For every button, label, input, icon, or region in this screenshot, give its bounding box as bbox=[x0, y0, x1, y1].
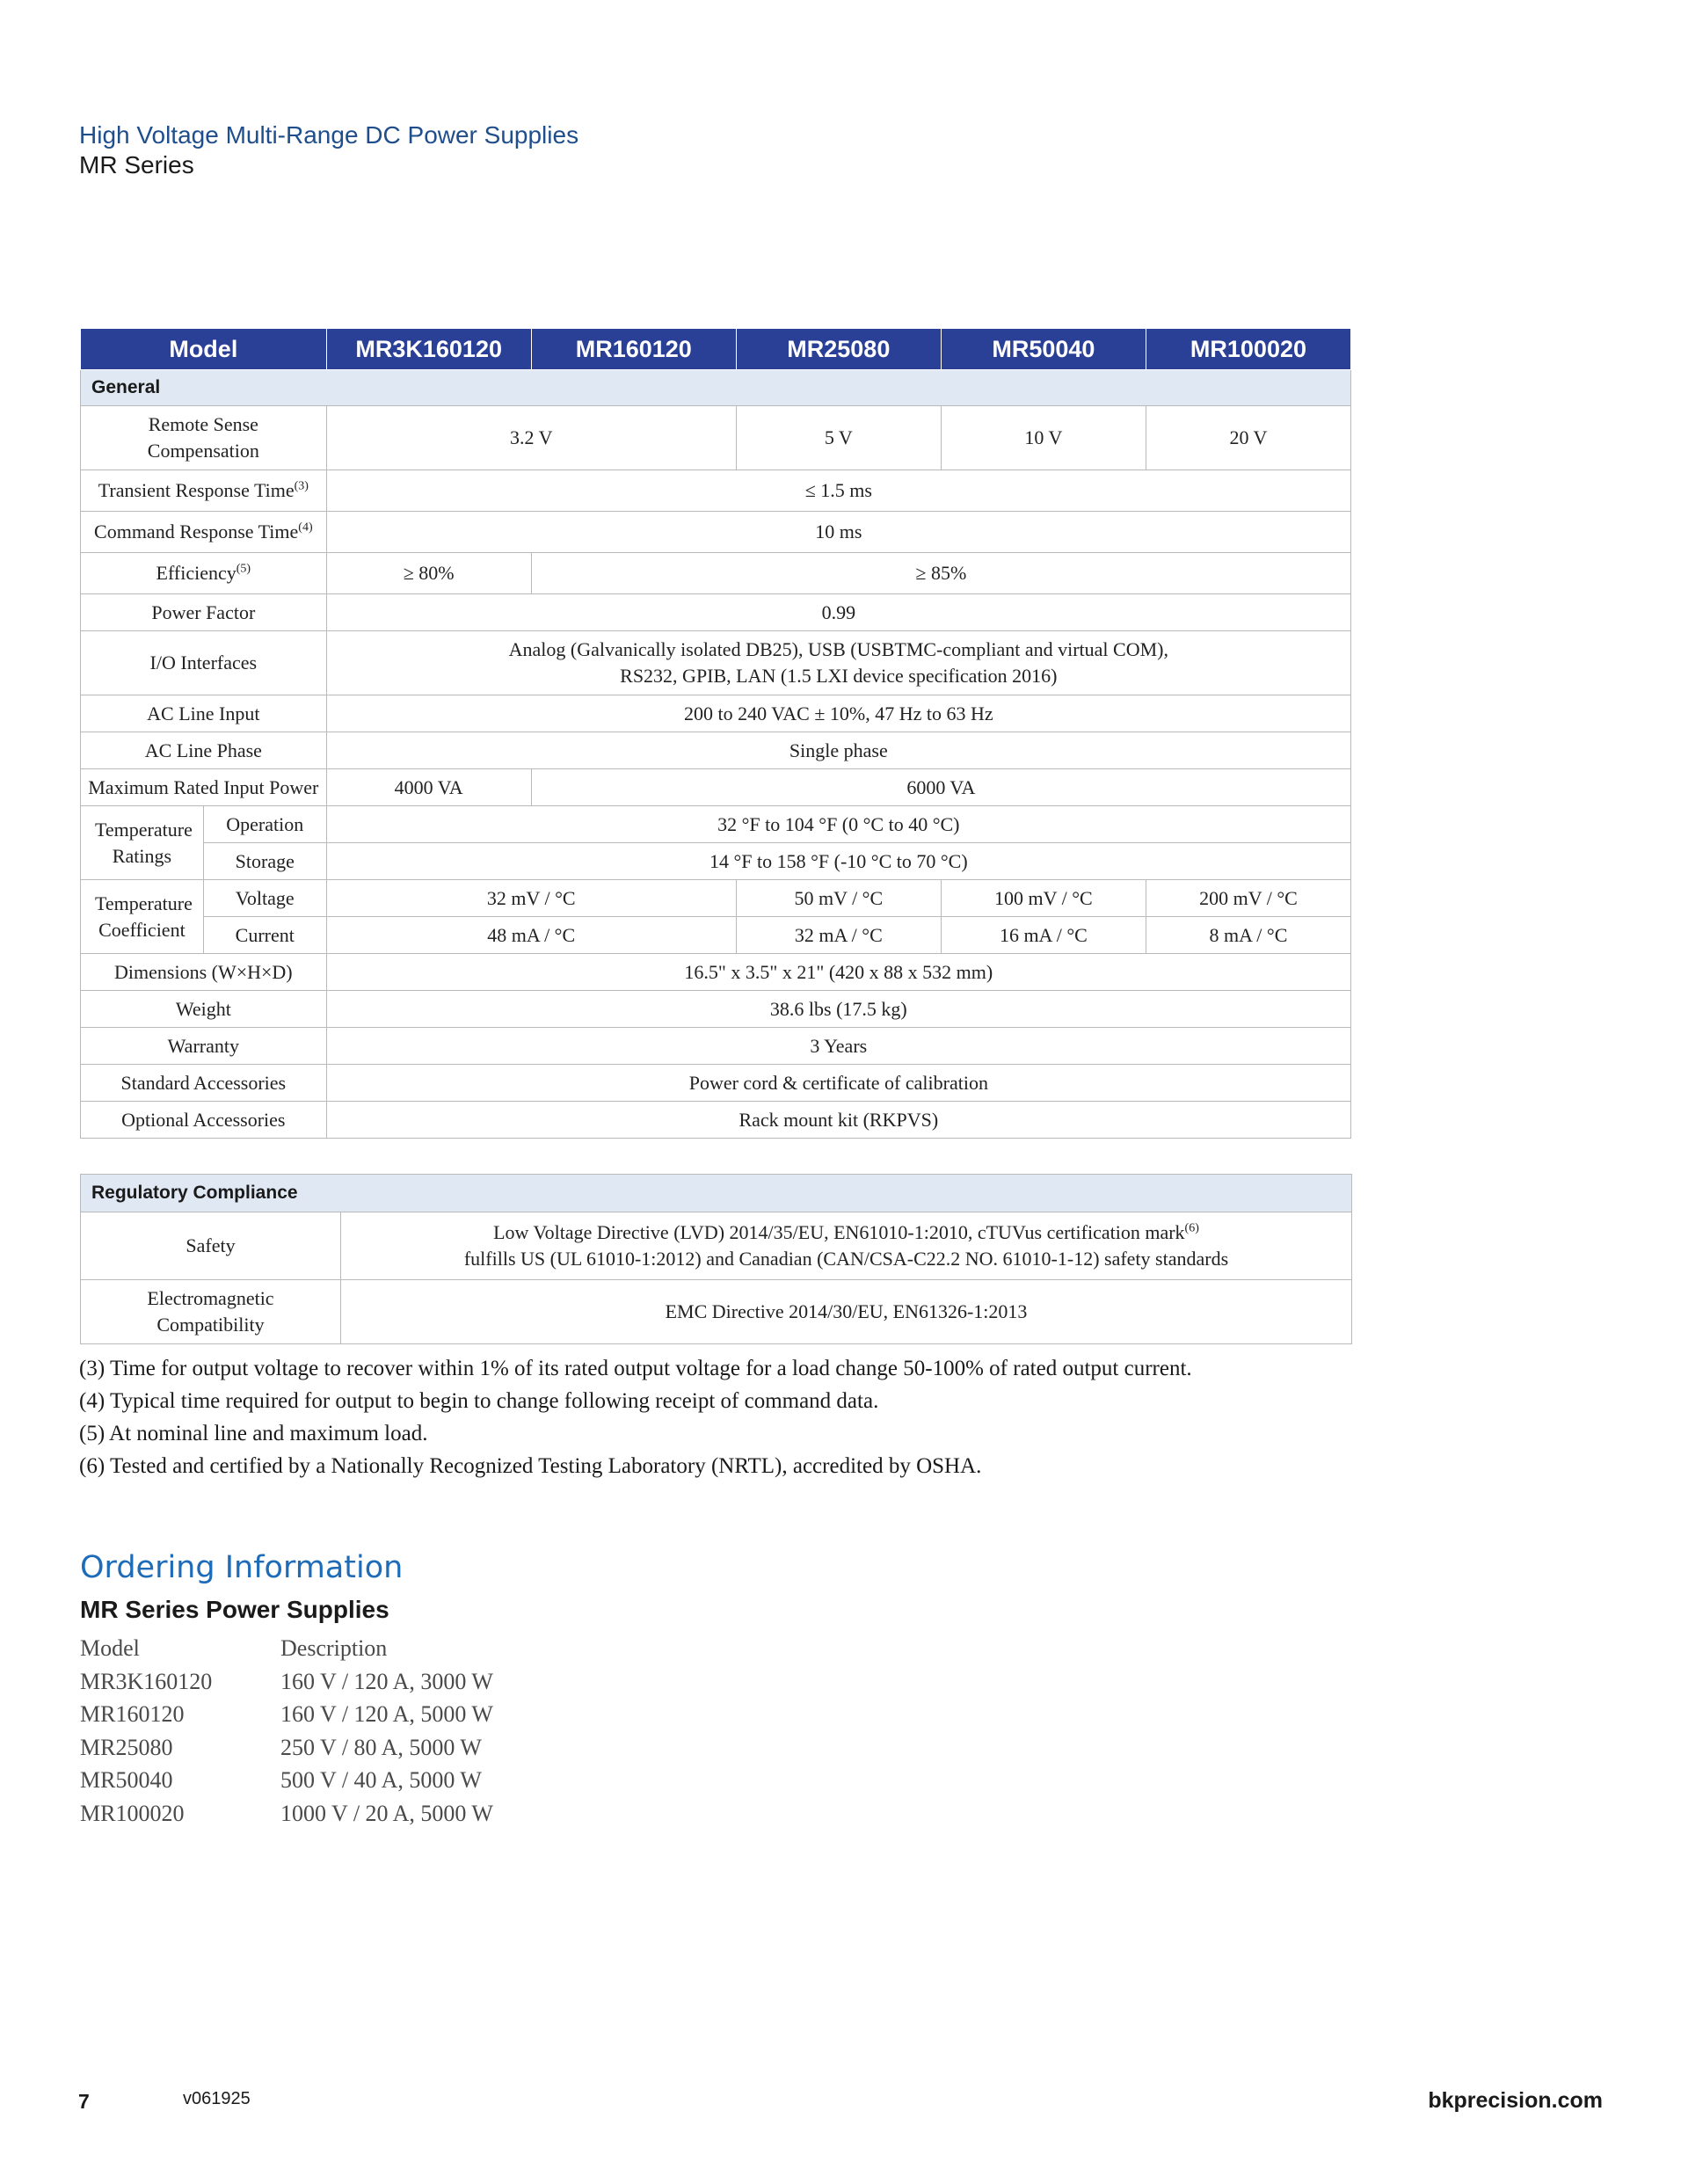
sub-label: Voltage bbox=[203, 880, 326, 917]
cell: 6000 VA bbox=[531, 769, 1350, 806]
footnote: (5) At nominal line and maximum load. bbox=[79, 1422, 428, 1445]
cell: 32 mA / °C bbox=[736, 917, 941, 954]
cell: 8 mA / °C bbox=[1146, 917, 1350, 954]
list-item: MR100020 1000 V / 20 A, 5000 W bbox=[80, 1800, 493, 1826]
cell: 3.2 V bbox=[326, 406, 736, 470]
regulatory-table bbox=[80, 1174, 1352, 1344]
section-label: Regulatory Compliance bbox=[81, 1175, 1352, 1212]
cell: 5 V bbox=[736, 406, 941, 470]
cell: ≥ 85% bbox=[531, 553, 1350, 594]
table-row bbox=[81, 954, 1351, 991]
table-row bbox=[81, 991, 1351, 1028]
cell: 32 mV / °C bbox=[326, 880, 736, 917]
cell: ≤ 1.5 ms bbox=[326, 470, 1350, 512]
ordering-list bbox=[80, 1632, 493, 1830]
table-row bbox=[81, 1212, 1352, 1280]
table-row bbox=[81, 769, 1351, 806]
cell: Rack mount kit (RKPVS) bbox=[326, 1102, 1350, 1139]
table-row bbox=[81, 1028, 1351, 1065]
cell: 100 mV / °C bbox=[941, 880, 1146, 917]
cell: 32 °F to 104 °F (0 °C to 40 °C) bbox=[326, 806, 1350, 843]
section-row bbox=[81, 1175, 1352, 1212]
cell: ≥ 80% bbox=[326, 553, 531, 594]
row-label: Standard Accessories bbox=[81, 1065, 327, 1102]
row-label: Safety bbox=[81, 1212, 341, 1280]
table-row bbox=[81, 553, 1351, 594]
cell: 16 mA / °C bbox=[941, 917, 1146, 954]
table-row bbox=[81, 470, 1351, 512]
row-label: Temperature Ratings bbox=[81, 806, 204, 880]
footnote: (3) Time for output voltage to recover within 1% of its rated output voltage for a load change 50-100% of rated output current. bbox=[79, 1357, 1192, 1380]
table-row bbox=[81, 843, 1351, 880]
cell: 3 Years bbox=[326, 1028, 1350, 1065]
row-label: Power Factor bbox=[81, 594, 327, 631]
footnotes bbox=[79, 1352, 1192, 1482]
column-header: Model bbox=[81, 329, 327, 370]
table-header-row bbox=[81, 329, 1351, 370]
cell: 14 °F to 158 °F (-10 °C to 70 °C) bbox=[326, 843, 1350, 880]
cell: 16.5" x 3.5" x 21" (420 x 88 x 532 mm) bbox=[326, 954, 1350, 991]
footnote-ref: (3) bbox=[294, 479, 309, 493]
section-row bbox=[81, 370, 1351, 406]
ordering-header-row: Model Description bbox=[80, 1635, 388, 1661]
cell: Analog (Galvanically isolated DB25), USB (USBTMC-compliant and virtual COM), RS232, GPIB, LAN (1.5 LXI device specification 2016) bbox=[326, 631, 1350, 695]
row-label: Command Response Time$^{(4)}$ bbox=[81, 512, 327, 553]
list-item: MR160120 160 V / 120 A, 5000 W bbox=[80, 1701, 493, 1727]
row-label: Temperature Coefficient bbox=[81, 880, 204, 954]
cell: 20 V bbox=[1146, 406, 1350, 470]
row-label: Optional Accessories bbox=[81, 1102, 327, 1139]
sub-label: Storage bbox=[203, 843, 326, 880]
document-subtitle: MR Series bbox=[79, 151, 194, 178]
row-label: Transient Response Time$^{(3)}$ bbox=[81, 470, 327, 512]
table-row bbox=[81, 512, 1351, 553]
row-label: Electromagnetic Compatibility bbox=[81, 1280, 341, 1344]
cell: 50 mV / °C bbox=[736, 880, 941, 917]
list-item: MR50040 500 V / 40 A, 5000 W bbox=[80, 1767, 482, 1793]
ordering-subtitle: MR Series Power Supplies bbox=[80, 1596, 389, 1623]
cell: 10 V bbox=[941, 406, 1146, 470]
table-row bbox=[81, 695, 1351, 732]
cell: Single phase bbox=[326, 732, 1350, 769]
footnote-ref: (4) bbox=[298, 521, 313, 535]
cell: 10 ms bbox=[326, 512, 1350, 553]
column-header: MR100020 bbox=[1146, 329, 1350, 370]
sub-label: Current bbox=[203, 917, 326, 954]
cell: 0.99 bbox=[326, 594, 1350, 631]
document-title: High Voltage Multi-Range DC Power Supplies bbox=[79, 121, 579, 149]
cell: 38.6 lbs (17.5 kg) bbox=[326, 991, 1350, 1028]
table-row bbox=[81, 917, 1351, 954]
footnote-ref: (6) bbox=[1184, 1221, 1199, 1235]
cell: 48 mA / °C bbox=[326, 917, 736, 954]
cell: EMC Directive 2014/30/EU, EN61326-1:2013 bbox=[341, 1280, 1352, 1344]
row-label: Dimensions (W×H×D) bbox=[81, 954, 327, 991]
table-row bbox=[81, 1102, 1351, 1139]
row-label: Warranty bbox=[81, 1028, 327, 1065]
page-number: 7 bbox=[78, 2090, 90, 2113]
ordering-title: Ordering Information bbox=[80, 1550, 404, 1585]
cell: Power cord & certificate of calibration bbox=[326, 1065, 1350, 1102]
cell: Low Voltage Directive (LVD) 2014/35/EU, EN61010-1:2010, cTUVus certification mark$^{(6)}$ fulfills US (UL 61010-1:2012) and Canadian (CAN/CSA-C22.2 NO. 61010-1-12) safety standards bbox=[341, 1212, 1352, 1280]
table-row bbox=[81, 594, 1351, 631]
table-row bbox=[81, 1280, 1352, 1344]
column-header: MR160120 bbox=[531, 329, 736, 370]
row-label: I/O Interfaces bbox=[81, 631, 327, 695]
table-row bbox=[81, 806, 1351, 843]
section-label: General bbox=[81, 370, 1351, 406]
version-label: v061925 bbox=[183, 2089, 251, 2108]
cell: 200 to 240 VAC ± 10%, 47 Hz to 63 Hz bbox=[326, 695, 1350, 732]
cell: 200 mV / °C bbox=[1146, 880, 1350, 917]
row-label: AC Line Input bbox=[81, 695, 327, 732]
table-row bbox=[81, 1065, 1351, 1102]
row-label: Remote Sense Compensation bbox=[81, 406, 327, 470]
sub-label: Operation bbox=[203, 806, 326, 843]
row-label: Weight bbox=[81, 991, 327, 1028]
list-item: MR3K160120 160 V / 120 A, 3000 W bbox=[80, 1668, 493, 1694]
footnote: (6) Tested and certified by a Nationally Recognized Testing Laboratory (NRTL), accredited by OSHA. bbox=[79, 1454, 982, 1478]
website-link[interactable]: bkprecision.com bbox=[1428, 2088, 1603, 2113]
table-row bbox=[81, 732, 1351, 769]
table-row bbox=[81, 880, 1351, 917]
footnote-ref: (5) bbox=[236, 562, 251, 576]
table-row bbox=[81, 406, 1351, 470]
row-label: Maximum Rated Input Power bbox=[81, 769, 327, 806]
column-header: MR3K160120 bbox=[326, 329, 531, 370]
specifications-table bbox=[80, 328, 1351, 1139]
column-header: MR25080 bbox=[736, 329, 941, 370]
list-item: MR25080 250 V / 80 A, 5000 W bbox=[80, 1734, 482, 1760]
cell: 4000 VA bbox=[326, 769, 531, 806]
table-row bbox=[81, 631, 1351, 695]
row-label: AC Line Phase bbox=[81, 732, 327, 769]
footnote: (4) Typical time required for output to begin to change following receipt of command data. bbox=[79, 1389, 879, 1413]
column-header: MR50040 bbox=[941, 329, 1146, 370]
row-label: Efficiency$^{(5)}$ bbox=[81, 553, 327, 594]
